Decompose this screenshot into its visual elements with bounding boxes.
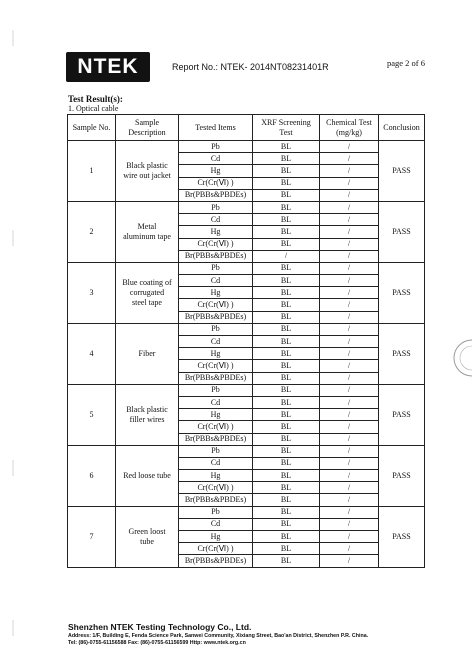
xrf-result: BL [253,177,320,189]
xrf-result: BL [253,336,320,348]
sample-description: Fiber [116,323,179,384]
xrf-result: BL [253,445,320,457]
tested-item: Pb [179,323,253,335]
tested-item: Hg [179,348,253,360]
xrf-result: BL [253,360,320,372]
xrf-result: BL [253,311,320,323]
sample-description: Red loose tube [116,445,179,506]
binding-marks [10,0,16,668]
col-header-chemical-test: Chemical Test (mg/kg) [320,115,379,141]
tested-item: Hg [179,165,253,177]
table-body [68,141,425,568]
sample-description: Black plastic filler wires [116,384,179,445]
tested-item: Br(PBBs&PBDEs) [179,311,253,323]
chemical-result: / [320,360,379,372]
footer-address: Address: 1/F, Building E, Fenda Science Park, Sanwei Community, Xixiang Street, Bao'an District, Shenzhen P.R. China. [68,633,369,639]
chemical-result: / [320,311,379,323]
xrf-result: BL [253,384,320,396]
chemical-result: / [320,555,379,567]
tested-item: Pb [179,384,253,396]
sample-number: 2 [68,201,116,262]
xrf-result: BL [253,275,320,287]
tested-item: Cd [179,214,253,226]
col-header-tested-items: Tested Items [179,115,253,141]
chemical-result: / [320,287,379,299]
chemical-result: / [320,433,379,445]
tested-item: Cr(Cr(Ⅵ) ) [179,543,253,555]
chemical-result: / [320,226,379,238]
report-number: Report No.: NTEK- 2014NT08231401R [172,62,329,72]
chemical-result: / [320,506,379,518]
tested-item: Hg [179,226,253,238]
section-subtitle: 1. Optical cable [68,104,119,113]
chemical-result: / [320,201,379,213]
xrf-result: BL [253,238,320,250]
tested-item: Hg [179,470,253,482]
xrf-result: BL [253,153,320,165]
footer-company: Shenzhen NTEK Testing Technology Co., Ltd. [68,622,252,632]
chemical-result: / [320,141,379,153]
chemical-result: / [320,543,379,555]
conclusion: PASS [379,141,425,202]
chemical-result: / [320,153,379,165]
tested-item: Pb [179,201,253,213]
xrf-result: BL [253,262,320,274]
chemical-result: / [320,189,379,201]
xrf-result: BL [253,165,320,177]
logo-text: NTEK [77,55,139,78]
sample-description: Green loost tube [116,506,179,567]
tested-item: Br(PBBs&PBDEs) [179,494,253,506]
xrf-result: BL [253,396,320,408]
xrf-result: BL [253,555,320,567]
seal-stamp [452,338,472,378]
tested-item: Hg [179,531,253,543]
chemical-result: / [320,238,379,250]
xrf-result: BL [253,518,320,530]
tested-item: Cd [179,457,253,469]
tested-item: Cr(Cr(Ⅵ) ) [179,482,253,494]
chemical-result: / [320,275,379,287]
tested-item: Pb [179,445,253,457]
tested-item: Hg [179,409,253,421]
chemical-result: / [320,518,379,530]
chemical-result: / [320,214,379,226]
chemical-result: / [320,336,379,348]
table-row [68,323,425,335]
chemical-result: / [320,531,379,543]
xrf-result: BL [253,457,320,469]
sample-description: Blue coating of corrugated steel tape [116,262,179,323]
conclusion: PASS [379,506,425,567]
tested-item: Cd [179,275,253,287]
tested-item: Cr(Cr(Ⅵ) ) [179,238,253,250]
xrf-result: BL [253,189,320,201]
col-header-sample-description: Sample Description [116,115,179,141]
xrf-result: BL [253,287,320,299]
xrf-result: BL [253,226,320,238]
sample-description: Black plastic wire out jacket [116,141,179,202]
tested-item: Cr(Cr(Ⅵ) ) [179,360,253,372]
tested-item: Cd [179,518,253,530]
xrf-result: BL [253,531,320,543]
tested-item: Cd [179,336,253,348]
col-header-sample-no: Sample No. [68,115,116,141]
conclusion: PASS [379,262,425,323]
chemical-result: / [320,494,379,506]
xrf-result: BL [253,482,320,494]
tested-item: Pb [179,262,253,274]
table-row [68,384,425,396]
tested-item: Cd [179,153,253,165]
xrf-result: BL [253,506,320,518]
chemical-result: / [320,348,379,360]
sample-number: 5 [68,384,116,445]
chemical-result: / [320,262,379,274]
chemical-result: / [320,323,379,335]
sample-description: Metal aluminum tape [116,201,179,262]
table-header-row [68,115,425,141]
chemical-result: / [320,299,379,311]
conclusion: PASS [379,384,425,445]
col-header-xrf: XRF Screening Test [253,115,320,141]
tested-item: Br(PBBs&PBDEs) [179,250,253,262]
col-header-conclusion: Conclusion [379,115,425,141]
chemical-result: / [320,445,379,457]
tested-item: Br(PBBs&PBDEs) [179,372,253,384]
table-row [68,262,425,274]
test-results-table [67,114,425,568]
chemical-result: / [320,250,379,262]
xrf-result: BL [253,372,320,384]
chemical-result: / [320,384,379,396]
chemical-result: / [320,457,379,469]
table-row [68,445,425,457]
xrf-result: BL [253,323,320,335]
table-row [68,201,425,213]
page-number: page 2 of 6 [387,58,426,68]
xrf-result: BL [253,494,320,506]
xrf-result: BL [253,433,320,445]
chemical-result: / [320,177,379,189]
sample-number: 4 [68,323,116,384]
xrf-result: BL [253,421,320,433]
sample-number: 7 [68,506,116,567]
tested-item: Cr(Cr(Ⅵ) ) [179,177,253,189]
chemical-result: / [320,409,379,421]
conclusion: PASS [379,323,425,384]
xrf-result: BL [253,201,320,213]
tested-item: Cd [179,396,253,408]
tested-item: Cr(Cr(Ⅵ) ) [179,299,253,311]
chemical-result: / [320,165,379,177]
xrf-result: BL [253,299,320,311]
table-row [68,506,425,518]
chemical-result: / [320,482,379,494]
tested-item: Pb [179,141,253,153]
xrf-result: BL [253,214,320,226]
chemical-result: / [320,470,379,482]
chemical-result: / [320,396,379,408]
xrf-result: BL [253,348,320,360]
tested-item: Pb [179,506,253,518]
tested-item: Br(PBBs&PBDEs) [179,433,253,445]
section-title: Test Result(s): [68,94,123,104]
tested-item: Br(PBBs&PBDEs) [179,189,253,201]
sample-number: 3 [68,262,116,323]
footer-contact: Tel: (86)-0755-61156588 Fax: (86)-0755-61156599 Http: www.ntek.org.cn [68,640,246,646]
xrf-result: BL [253,470,320,482]
sample-number: 1 [68,141,116,202]
conclusion: PASS [379,445,425,506]
xrf-result: BL [253,409,320,421]
xrf-result: / [253,250,320,262]
xrf-result: BL [253,141,320,153]
ntek-logo [66,52,150,82]
chemical-result: / [320,372,379,384]
tested-item: Hg [179,287,253,299]
tested-item: Cr(Cr(Ⅵ) ) [179,421,253,433]
conclusion: PASS [379,201,425,262]
xrf-result: BL [253,543,320,555]
table-row [68,141,425,153]
chemical-result: / [320,421,379,433]
sample-number: 6 [68,445,116,506]
tested-item: Br(PBBs&PBDEs) [179,555,253,567]
